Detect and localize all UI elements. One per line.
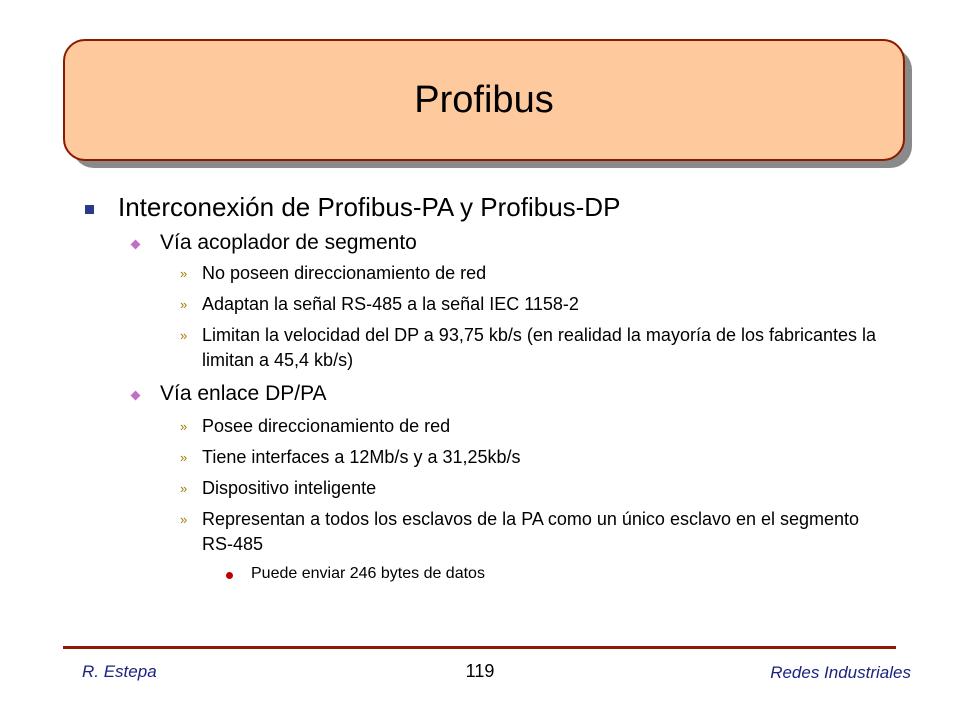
double-arrow-bullet-icon: » [180, 419, 188, 434]
point-via2-3: Dispositivo inteligente [202, 478, 377, 498]
point-via2-4: Representan a todos los esclavos de la PA como un único esclavo en el segmento RS-485 [202, 509, 860, 554]
point-via2-1: Posee direccionamiento de red [202, 416, 451, 436]
diamond-bullet-icon [131, 240, 141, 250]
point-via1-2: Adaptan la señal RS-485 a la señal IEC 1158-2 [202, 294, 579, 314]
footer-author: R. Estepa [82, 662, 157, 681]
sub-bullet-via1: Vía acoplador de segmento [160, 231, 417, 254]
double-arrow-bullet-icon: » [180, 297, 188, 312]
point-via1-3: Limitan la velocidad del DP a 93,75 kb/s (en realidad la mayoría de los fabricantes la limitan a 45,4 kb/s) [202, 325, 877, 370]
main-bullet-text: Interconexión de Profibus-PA y Profibus-DP [118, 192, 621, 222]
subpoint-via2: Puede enviar 246 bytes de datos [251, 565, 485, 582]
point-via2-2: Tiene interfaces a 12Mb/s y a 31,25kb/s [202, 447, 521, 467]
double-arrow-bullet-icon: » [180, 328, 188, 343]
point-via1-1: No poseen direccionamiento de red [202, 263, 487, 283]
square-bullet-icon [85, 205, 94, 214]
double-arrow-bullet-icon: » [180, 450, 188, 465]
page-number: 119 [465, 661, 495, 681]
double-arrow-bullet-icon: » [180, 481, 188, 496]
footer-divider [63, 646, 896, 649]
footer-course: Redes Industriales [770, 663, 911, 682]
double-arrow-bullet-icon: » [180, 512, 188, 527]
sub-bullet-via2: Vía enlace DP/PA [160, 382, 327, 405]
dot-bullet-icon [226, 572, 233, 579]
double-arrow-bullet-icon: » [180, 266, 188, 281]
title-box [63, 39, 905, 161]
diamond-bullet-icon [131, 391, 141, 401]
slide-title: Profibus [414, 78, 554, 121]
